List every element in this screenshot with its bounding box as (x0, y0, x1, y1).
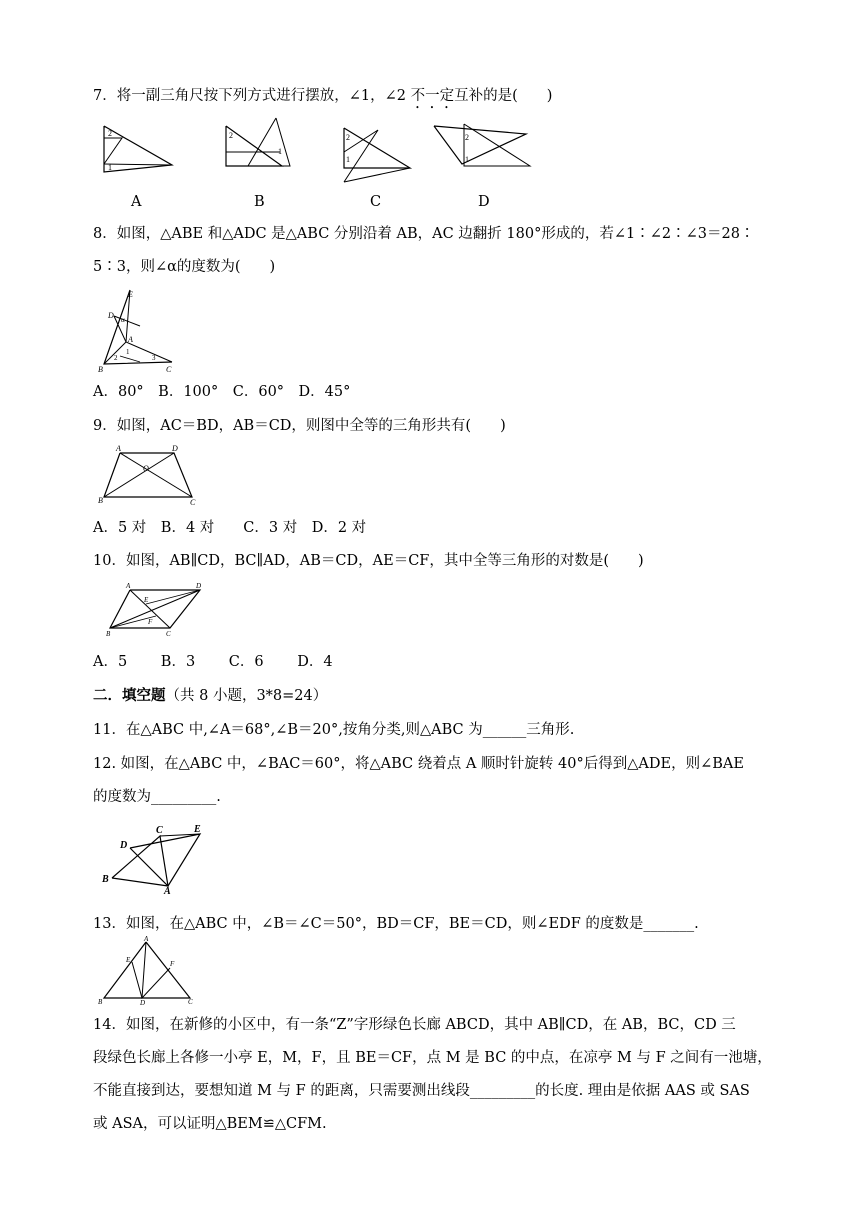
q10-label-c: C (166, 630, 171, 638)
q7-figure-a (98, 120, 178, 180)
q9-label-c: C (190, 498, 196, 507)
q7-option-b: B (254, 194, 265, 210)
q12-label-b: B (102, 874, 109, 885)
section2-note: （共 8 小题，3*8=24） (165, 688, 328, 704)
q12-text-line2: 的度数为_________. (93, 789, 221, 805)
q8-text-line2: 5∶3，则∠α的度数为( ) (93, 259, 276, 275)
q12-label-e: E (194, 824, 201, 835)
q8-label-3: 3 (152, 354, 156, 362)
q10-label-a: A (126, 582, 131, 590)
q9-label-a: A (116, 444, 121, 453)
svg-text:1: 1 (346, 155, 350, 164)
q13-label-a: A (144, 935, 149, 943)
q8-label-a: A (128, 335, 133, 344)
q7-option-d: D (478, 194, 490, 210)
q9-label-b: B (98, 496, 103, 505)
q9-text: 9．如图，AC＝BD，AB＝CD，则图中全等的三角形共有( ) (93, 418, 506, 434)
q8-figure (98, 288, 180, 374)
q10-figure (104, 582, 206, 638)
q12-label-c: C (156, 825, 163, 836)
q7-option-c: C (370, 194, 382, 210)
q14-text-line2: 段绿色长廊上各修一小亭 E，M，F，且 BE＝CF，点 M 是 BC 的中点，在凉亭 M 与 F 之间有一池塘， (93, 1050, 772, 1066)
q13-label-b: B (98, 998, 103, 1006)
q10-label-f: F (148, 618, 153, 626)
section2-heading (93, 686, 327, 706)
q12-text-line1: 12. 如图，在△ABC 中，∠BAC＝60°，将△ABC 绕着点 A 顺时针旋转 40°后得到△ADE，则∠BAE (93, 756, 744, 772)
q10-label-d: D (196, 582, 202, 590)
q13-label-e: E (126, 956, 131, 964)
q8-label-c: C (166, 365, 172, 374)
q8-label-2: 2 (114, 354, 118, 362)
q14-text-line3: 不能直接到达，要想知道 M 与 F 的距离，只需要测出线段_________的长度. 理由是依据 AAS 或 SAS (93, 1083, 750, 1099)
q10-text: 10．如图，AB∥CD，BC∥AD，AB＝CD，AE＝CF，其中全等三角形的对数是( ) (93, 553, 644, 569)
q7-option-a: A (131, 194, 142, 210)
q10-label-e: E (144, 596, 149, 604)
q13-label-f: F (170, 960, 175, 968)
q7-text: 7．将一副三角尺按下列方式进行摆放，∠1，∠2 不一定互补的是( ) (93, 88, 553, 104)
q9-label-d: D (172, 444, 178, 453)
q11-text: 11．在△ABC 中,∠A＝68°,∠B＝20°,按角分类,则△ABC 为______三角形. (93, 722, 575, 738)
q7-figure-b (220, 116, 300, 176)
q8-label-e: E (128, 290, 133, 299)
q10-choices: A．5 B．3 C．6 D．4 (93, 654, 333, 670)
q12-label-a: A (164, 886, 171, 897)
q7-figure-c (338, 122, 418, 184)
q13-text: 13．如图，在△ABC 中，∠B＝∠C＝50°，BD＝CF，BE＝CD，则∠EDF 的度数是_______. (93, 916, 699, 932)
svg-text:1: 1 (465, 155, 469, 164)
q9-choices: A．5 对 B．4 对 C．3 对 D．2 对 (93, 520, 367, 536)
q8-text-line1: 8．如图，△ABE 和△ADC 是△ABC 分别沿着 AB，AC 边翻折 180°形成的，若∠1∶∠2∶∠3＝28∶ (93, 226, 755, 242)
q12-label-d: D (120, 840, 128, 851)
q13-label-d: D (140, 999, 146, 1007)
q7-emphasis: 不一定 (410, 88, 455, 104)
q14-text-line4: 或 ASA，可以证明△BEM≌△CFM. (93, 1116, 327, 1132)
q9-figure (98, 443, 198, 505)
q13-label-c: C (188, 998, 193, 1006)
svg-text:2: 2 (108, 129, 112, 138)
q8-label-d: D (108, 311, 114, 320)
q13-figure (98, 934, 196, 1007)
q9-label-o: O (143, 464, 149, 473)
q8-label-1: 1 (126, 348, 130, 356)
svg-text:1: 1 (278, 147, 282, 156)
q14-text-line1: 14．如图，在新修的小区中，有一条“Z”字形绿色长廊 ABCD，其中 AB∥CD，在 AB，BC，CD 三 (93, 1017, 736, 1033)
q8-label-b: B (98, 365, 103, 374)
section2-title: 二．填空题 (93, 687, 166, 704)
svg-text:2: 2 (465, 133, 469, 142)
q7-figure-d (430, 120, 534, 170)
q12-figure (100, 822, 210, 897)
q8-label-alpha: α (121, 316, 125, 324)
q10-label-b: B (106, 630, 111, 638)
svg-text:2: 2 (346, 133, 350, 142)
q8-choices: A．80° B．100° C．60° D．45° (93, 384, 351, 400)
svg-text:2: 2 (229, 131, 233, 140)
svg-text:1: 1 (108, 163, 112, 172)
